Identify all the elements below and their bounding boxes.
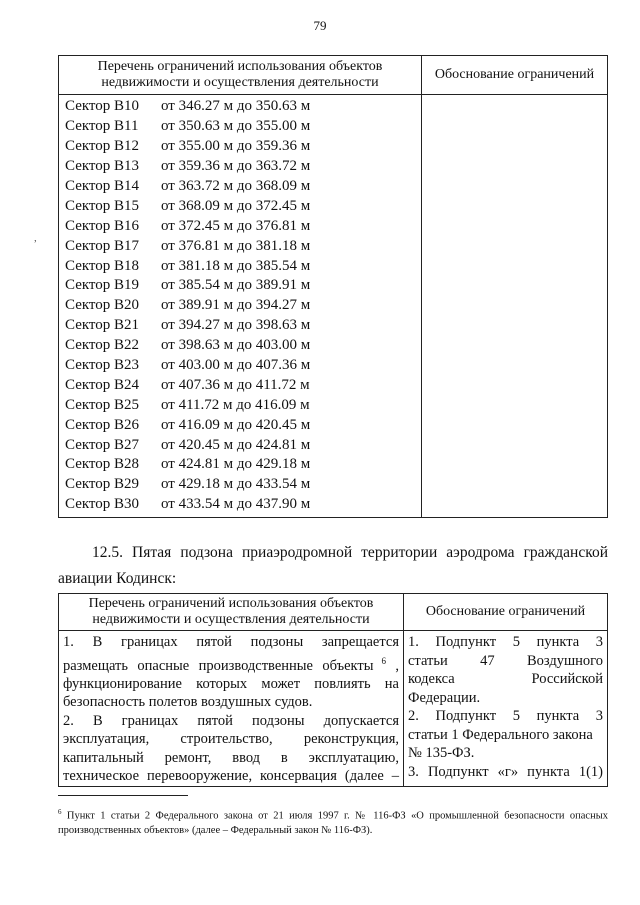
- sector-name: Сектор В26: [65, 416, 140, 433]
- sector-name: Сектор В27: [65, 436, 140, 453]
- text-line: техническое перевооружение, консервация (далее –: [63, 768, 399, 785]
- sector-name: Сектор В28: [65, 456, 140, 473]
- footnote-separator: [58, 795, 188, 796]
- sector-name: Сектор В25: [65, 396, 140, 413]
- text-line: 2. Подпункт 5 пункта 3: [408, 708, 603, 724]
- table-row: [65, 356, 421, 376]
- sector-name: Сектор В12: [65, 138, 140, 155]
- restrictions-text-cell: [59, 631, 404, 787]
- sector-name: Сектор В19: [65, 277, 140, 294]
- table-row: [65, 475, 421, 495]
- restrictions-text: [59, 631, 403, 786]
- sector-name: Сектор В21: [65, 317, 140, 334]
- fifth-subzone-table: [58, 593, 608, 787]
- sector-range: от 368.09 м до 372.45 м: [161, 197, 311, 214]
- sector-range: от 389.91 м до 394.27 м: [161, 297, 311, 314]
- sector-name: Сектор В14: [65, 178, 140, 194]
- sector-name: Сектор В22: [65, 337, 140, 354]
- footnote-reference: 6: [373, 655, 386, 666]
- sector-name: Сектор В18: [65, 257, 140, 274]
- sector-name: Сектор В15: [65, 197, 140, 214]
- footnote-marker: 6: [58, 808, 62, 816]
- text-line: функционирование которых может повлиять на: [63, 675, 399, 692]
- table-row: [65, 495, 421, 515]
- table-row: [65, 97, 421, 117]
- sector-range: от 416.09 м до 420.45 м: [161, 416, 311, 433]
- sector-restrictions-table: [58, 55, 608, 518]
- sector-range: от 420.45 м до 424.81 м: [161, 436, 311, 453]
- table-row: [65, 296, 421, 316]
- sector-name: Сектор В30: [65, 496, 140, 513]
- justification-text-cell: [404, 631, 608, 787]
- margin-mark: ,: [34, 232, 37, 244]
- sector-range: от 350.63 м до 355.00 м: [161, 118, 311, 135]
- header-restrictions-list: Перечень ограничений использования объектов недвижимости и осуществления деятельности: [59, 56, 422, 95]
- sector-range: от 398.63 м до 403.00 м: [161, 337, 311, 354]
- table-row: [65, 256, 421, 276]
- text-line: размещать опасные производственные объекты $^6$ ,: [63, 655, 400, 674]
- sector-range: от 394.27 м до 398.63 м: [161, 317, 311, 334]
- header-restrictions-list: Перечень ограничений использования объектов недвижимости и осуществления деятельности: [59, 594, 404, 631]
- text-line: безопасность полетов воздушных судов.: [63, 694, 313, 711]
- sector-name: Сектор В11: [65, 118, 139, 135]
- sector-range: от 376.81 м до 381.18 м: [161, 237, 311, 254]
- sector-list-cell: [59, 95, 422, 518]
- text-line: кодекса Российской: [408, 671, 603, 687]
- text-line: капитальный ремонт, ввод в эксплуатацию,: [63, 749, 399, 766]
- table-row: [65, 415, 421, 435]
- table-row: [65, 455, 421, 475]
- table-row: [65, 216, 421, 236]
- table-row: [65, 435, 421, 455]
- sector-name: Сектор В20: [65, 297, 140, 314]
- sector-range: от 355.00 м до 359.36 м: [161, 138, 311, 155]
- header-justification: Обоснование ограничений: [404, 594, 608, 631]
- table-row: [65, 157, 421, 177]
- table-row: [65, 137, 421, 157]
- sector-range: от 346.27 м до 350.63 м: [161, 98, 311, 115]
- sector-name: Сектор В23: [65, 357, 140, 374]
- sector-name: Сектор В29: [65, 476, 140, 493]
- sector-range: от 385.54 м до 389.91 м: [161, 277, 311, 294]
- sector-range: от 433.54 м до 437.90 м: [161, 496, 311, 513]
- sector-range: от 411.72 м до 416.09 м: [161, 396, 310, 413]
- text-line: 2. В границах пятой подзоны допускается: [63, 712, 399, 729]
- footnote: [58, 805, 608, 838]
- header-justification: Обоснование ограничений: [422, 56, 608, 95]
- justification-text: [404, 631, 607, 781]
- sector-name: Сектор В24: [65, 376, 140, 393]
- page-number: 79: [313, 18, 327, 33]
- sector-list: [59, 95, 421, 517]
- table-body-row: [59, 95, 608, 518]
- table-row: [65, 395, 421, 415]
- text-line: эксплуатация, строительство, реконструкция,: [63, 731, 399, 748]
- table-row: [65, 177, 421, 197]
- sector-name: Сектор В10: [65, 98, 140, 115]
- table-row: [65, 316, 421, 336]
- table-header-row: [59, 56, 608, 95]
- justification-cell: [422, 95, 608, 518]
- table-header-row: [59, 594, 608, 631]
- sector-name: Сектор В17: [65, 237, 140, 254]
- text-line: 3. Подпункт «г» пункта 1(1): [408, 763, 603, 780]
- table-body-row: [59, 631, 608, 787]
- sector-range: от 403.00 м до 407.36 м: [161, 357, 311, 374]
- table-row: [65, 276, 421, 296]
- text-line: 1. В границах пятой подзоны запрещается: [63, 634, 399, 650]
- sector-range: от 363.72 м до 368.09 м: [161, 178, 311, 194]
- text-line: № 135-ФЗ.: [408, 745, 475, 761]
- sector-range: от 407.36 м до 411.72 м: [161, 376, 310, 393]
- text-line: статьи 1 Федерального закона: [408, 726, 593, 743]
- sector-range: от 429.18 м до 433.54 м: [161, 476, 311, 493]
- text-line: 1. Подпункт 5 пункта 3: [408, 634, 603, 650]
- sector-name: Сектор В16: [65, 217, 140, 234]
- sector-name: Сектор В13: [65, 158, 140, 175]
- sector-range: от 359.36 м до 363.72 м: [161, 158, 311, 175]
- table-row: [65, 196, 421, 216]
- table-row: [65, 117, 421, 137]
- section-heading: 12.5. Пятая подзона приаэродромной территории аэродрома гражданской авиации Кодинск:: [58, 544, 608, 587]
- text-line: статьи 47 Воздушного: [408, 652, 603, 669]
- sector-range: от 381.18 м до 385.54 м: [161, 257, 311, 274]
- sector-range: от 372.45 м до 376.81 м: [161, 217, 311, 234]
- table-row: [65, 375, 421, 395]
- footnote-text: Пункт 1 статьи 2 Федерального закона от 21 июля 1997 г. № 116-ФЗ «О промышленной безопасности опасных производственных объектов» (далее – Федеральный закон № 116-ФЗ).: [58, 810, 609, 836]
- table-row: [65, 236, 421, 256]
- table-row: [65, 336, 421, 356]
- sector-range: от 424.81 м до 429.18 м: [161, 456, 311, 473]
- text-line: Федерации.: [408, 689, 481, 706]
